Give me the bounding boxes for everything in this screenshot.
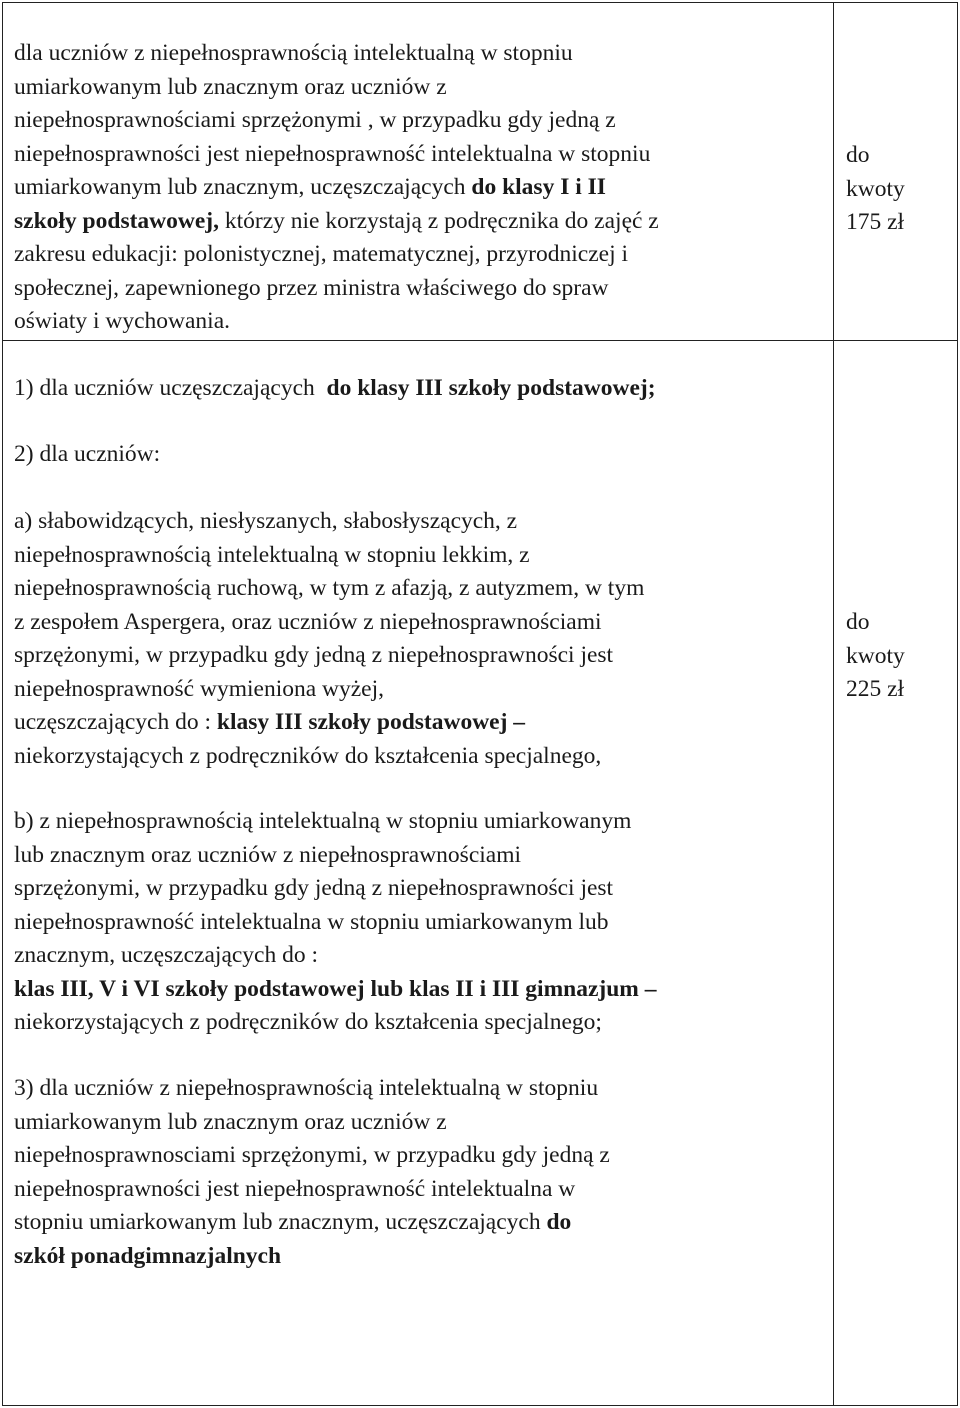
amount-value: 175 zł <box>846 209 905 235</box>
item-3 <box>14 1072 829 1273</box>
text-line <box>14 1206 829 1240</box>
text-line: 3) dla uczniów z niepełnosprawnością intelektualną w stopniu <box>14 1075 599 1101</box>
text-line: sprzężonymi, w przypadku gdy jedną z niepełnosprawności jest <box>14 642 614 668</box>
item-2 <box>14 438 829 472</box>
bold-run: klasy III szkoły podstawowej – <box>216 709 526 735</box>
bold-run: do klasy III szkoły podstawowej; <box>326 375 656 401</box>
text-line: niekorzystających z podręczników do kształcenia specjalnego; <box>14 1009 602 1035</box>
text-run: 1) dla uczniów uczęszczających <box>14 375 327 401</box>
text-line: oświaty i wychowania. <box>14 308 231 334</box>
text-line <box>14 171 829 205</box>
column-divider <box>833 2 834 1406</box>
text-run: umiarkowanym lub znacznym, uczęszczających <box>14 174 472 200</box>
text-line: znacznym, uczęszczających do : <box>14 942 319 968</box>
amount-prefix: do <box>846 142 870 168</box>
text-line: a) słabowidzących, niesłyszanych, słabosłyszących, z <box>14 508 518 534</box>
row1-description <box>14 37 829 339</box>
text-line: niekorzystających z podręczników do kształcenia specjalnego, <box>14 742 602 769</box>
item-b <box>14 805 829 1040</box>
amount-label: kwoty <box>846 175 905 202</box>
text-line: lub znacznym oraz uczniów z niepełnosprawnościami <box>14 841 522 868</box>
text-line: sprzężonymi, w przypadku gdy jedną z niepełnosprawności jest <box>14 875 614 901</box>
row1-amount <box>846 139 946 240</box>
amount-value: 225 zł <box>846 676 905 702</box>
bold-run: szkoły podstawowej, <box>14 207 219 234</box>
text-line <box>14 372 829 406</box>
text-line: 2) dla uczniów: <box>14 441 161 467</box>
amount-label: kwoty <box>846 642 905 669</box>
text-line <box>14 205 829 239</box>
text-line: społecznej, zapewnionego przez ministra właściwego do spraw <box>14 274 609 301</box>
row-divider <box>2 340 958 341</box>
text-line: niepełnosprawność intelektualna w stopniu umiarkowanym lub <box>14 908 609 935</box>
text-run: uczęszczających do : <box>14 709 217 735</box>
text-line: umiarkowanym lub znacznym oraz uczniów z <box>14 1108 447 1135</box>
text-line: niepełnosprawności jest niepełnosprawność intelektualna w <box>14 1175 576 1202</box>
row2-amount <box>846 606 946 707</box>
item-1 <box>14 372 829 406</box>
bold-run: do klasy I i II <box>471 174 606 200</box>
text-line <box>14 706 829 740</box>
text-line: umiarkowanym lub znacznym oraz uczniów z <box>14 73 447 100</box>
text-line: niepełnosprawnosciami sprzężonymi, w przypadku gdy jedną z <box>14 1142 610 1168</box>
text-line: niepełnosprawnością intelektualną w stopniu lekkim, z <box>14 541 530 568</box>
text-line: niepełnosprawność wymieniona wyżej, <box>14 675 385 702</box>
text-line: niepełnosprawności jest niepełnosprawność intelektualna w stopniu <box>14 140 651 167</box>
text-run: stopniu umiarkowanym lub znacznym, uczęszczających <box>14 1209 547 1235</box>
text-line: z zespołem Aspergera, oraz uczniów z niepełnosprawnościami <box>14 608 602 635</box>
text-line: niepełnosprawnością ruchową, w tym z afazją, z autyzmem, w tym <box>14 575 645 601</box>
bold-run: do <box>546 1209 572 1235</box>
text-line: niepełnosprawnościami sprzężonymi , w przypadku gdy jedną z <box>14 107 616 133</box>
text-line: zakresu edukacji: polonistycznej, matematycznej, przyrodniczej i <box>14 241 629 267</box>
text-line: b) z niepełnosprawnością intelektualną w stopniu umiarkowanym <box>14 808 632 834</box>
bold-line: szkół ponadgimnazjalnych <box>14 1242 282 1269</box>
item-a <box>14 505 829 773</box>
text-line: dla uczniów z niepełnosprawnością intelektualną w stopniu <box>14 40 573 66</box>
bold-line: klas III, V i VI szkoły podstawowej lub klas II i III gimnazjum – <box>14 975 657 1002</box>
amount-prefix: do <box>846 609 870 635</box>
text-run: którzy nie korzystają z podręcznika do zajęć z <box>218 207 659 234</box>
